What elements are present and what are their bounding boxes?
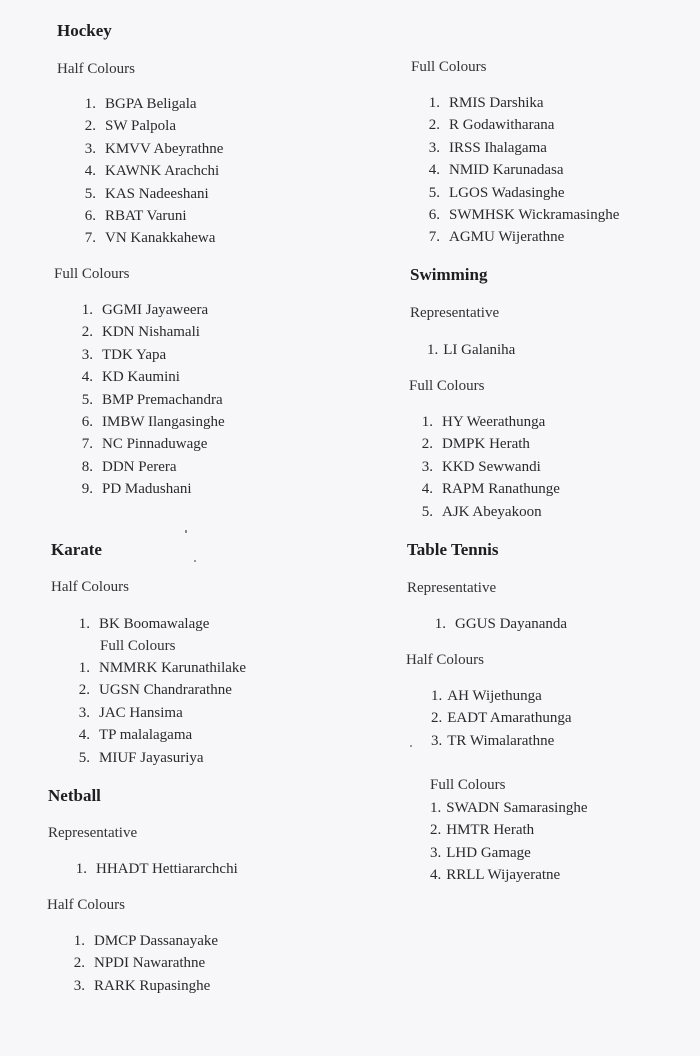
list-item [68,679,246,701]
hockey-full-label: Full Colours [54,266,130,282]
list-item [418,92,619,114]
member-name: MIUF Jayasuriya [99,749,204,766]
list-item [427,339,515,361]
list-item [430,864,587,886]
member-name: IRSS Ihalagama [449,139,547,156]
list-item [74,183,223,205]
list-item [431,707,572,729]
list-number: 2. [73,955,85,972]
list-item [418,114,619,136]
member-name: UGSN Chandrarathne [99,682,232,699]
list-item [68,657,246,679]
list-item [71,456,225,478]
member-name: KMVV Abeyrathne [105,140,224,157]
list-number: 4. [81,369,93,386]
list-item [418,204,619,226]
list-number: 7. [81,436,93,453]
list-item [68,747,246,769]
member-name: NMMRK Karunathilake [99,660,247,676]
netball-half-colours [47,896,125,914]
hockey-half-label: Half Colours [57,61,135,77]
member-name: DDN Perera [102,458,177,475]
list-item [431,685,572,707]
list-number: 1. [430,800,442,816]
list-item [418,137,619,159]
list-number: 9. [81,481,93,498]
list-number: 1. [81,302,93,318]
member-name: AH Wijethunga [447,688,542,704]
list-item [74,205,223,227]
list-item [71,321,225,343]
list-item [68,724,246,746]
karate-heading-block [51,540,102,560]
list-item [411,456,560,478]
member-name: BMP Premachandra [102,391,223,408]
hockey-half-list [74,93,223,250]
scan-speck [410,745,412,747]
member-name: R Godawitharana [449,117,555,134]
list-item [63,975,218,997]
list-item [418,226,619,248]
hockey-full-list [71,299,225,501]
hockey-full-colours [54,265,129,283]
swimming-rep-list [427,339,515,361]
member-name: RMIS Darshika [449,95,544,111]
netball-half-label: Half Colours [47,897,125,913]
member-name: DMCP Dassanayake [94,933,219,949]
netball-rep-list [65,858,238,880]
list-item [424,613,567,635]
list-number: 1. [75,861,87,877]
swimming-title: Swimming [410,265,488,284]
member-name: GGUS Dayananda [455,616,568,632]
swimming-representative [410,304,499,322]
swimming-full-label: Full Colours [409,378,485,394]
list-number: 6. [81,414,93,431]
list-item [431,730,572,752]
karate-half-label: Half Colours [51,579,129,595]
list-number: 5. [84,185,96,202]
table-tennis-half-colours [406,651,484,669]
list-item [63,930,218,952]
list-number: 2. [421,436,433,453]
list-item [418,182,619,204]
member-name: KD Kaumini [102,369,180,386]
list-item [63,952,218,974]
member-name: KDN Nishamali [102,324,200,341]
scan-speck [194,560,196,562]
swimming-full-list [411,411,560,523]
list-number: 4. [84,163,96,180]
list-number: 5. [428,184,440,201]
member-name: RARK Rupasinghe [94,977,211,994]
list-number: 7. [84,230,96,247]
list-item [71,478,225,500]
netball-rep-label: Representative [48,825,138,841]
list-item [65,858,238,880]
list-number: 1. [427,342,439,358]
netball-representative [48,824,137,842]
list-item [418,159,619,181]
member-name: NMID Karunadasa [449,162,564,179]
list-number: 3. [430,844,442,861]
member-name: RAPM Ranathunge [442,481,560,498]
list-item [411,501,560,523]
list-number: 1. [78,660,90,676]
member-name: KAS Nadeeshani [105,185,209,202]
member-name: PD Madushani [102,481,192,498]
table-tennis-full-label: Full Colours [430,777,506,793]
member-name: BGPA Beligala [105,96,197,112]
netball-heading-block [48,786,101,806]
table-tennis-representative [407,579,496,597]
list-item [68,702,246,724]
table-tennis-half-label: Half Colours [406,652,484,668]
member-name: HHADT Hettiararchchi [96,861,238,877]
list-item [411,433,560,455]
member-name: SWMHSK Wickramasinghe [449,207,620,224]
list-item [71,433,225,455]
list-item [74,227,223,249]
table-tennis-title: Table Tennis [407,540,499,559]
list-number: 1. [428,95,440,111]
table-tennis-full-list [430,797,587,887]
hockey-right-full-label: Full Colours [411,59,487,75]
list-number: 2. [428,117,440,134]
list-item [68,613,209,635]
member-name: JAC Hansima [99,704,183,721]
table-tennis-full-colours [430,776,505,794]
list-number: 3. [73,977,85,994]
list-number: 3. [428,139,440,156]
member-name: NPDI Nawarathne [94,955,206,972]
list-number: 5. [421,503,433,520]
netball-half-list [63,930,218,997]
list-number: 8. [81,458,93,475]
list-item [430,819,587,841]
member-name: RBAT Varuni [105,208,187,225]
list-item [71,389,225,411]
hockey-half-colours [57,60,135,78]
netball-title: Netball [48,786,101,805]
list-number: 6. [84,208,96,225]
member-name: GGMI Jayaweera [102,302,209,318]
member-name: KKD Sewwandi [442,458,541,475]
member-name: AJK Abeyakoon [442,503,542,520]
list-item [411,478,560,500]
karate-half-colours [51,578,129,596]
member-name: HMTR Herath [446,822,535,839]
hockey-heading-block [57,21,112,41]
list-number: 5. [81,391,93,408]
member-name: LHD Gamage [446,844,531,861]
karate-full-list [68,657,246,769]
list-number: 1. [421,414,433,430]
member-name: LGOS Wadasinghe [449,184,565,201]
member-name: BK Boomawalage [99,616,210,632]
member-name: SW Palpola [105,118,176,135]
scan-speck [185,530,187,533]
member-name: IMBW Ilangasinghe [102,414,225,431]
list-number: 2. [430,822,442,839]
member-name: RRLL Wijayeratne [446,867,561,884]
member-name: EADT Amarathunga [447,710,572,727]
list-number: 1. [434,616,446,632]
member-name: DMPK Herath [442,436,530,453]
table-tennis-rep-list [424,613,567,635]
list-item [71,411,225,433]
list-number: 1. [78,616,90,632]
list-number: 4. [78,727,90,744]
list-number: 2. [78,682,90,699]
member-name: HY Weerathunga [442,414,546,430]
member-name: VN Kanakkahewa [105,230,216,247]
karate-full-label: Full Colours [100,638,176,654]
list-number: 5. [78,749,90,766]
karate-title: Karate [51,540,102,559]
list-item [74,160,223,182]
list-number: 3. [421,458,433,475]
list-item [71,366,225,388]
member-name: TR Wimalarathne [447,732,555,749]
list-item [71,299,225,321]
swimming-rep-label: Representative [410,305,500,321]
list-item [411,411,560,433]
list-item [74,138,223,160]
karate-full-colours [100,637,175,655]
list-item [430,797,587,819]
swimming-full-colours [409,377,484,395]
hockey-title: Hockey [57,21,112,40]
member-name: TDK Yapa [102,346,167,363]
list-item [430,842,587,864]
member-name: LI Galaniha [443,342,516,358]
list-number: 3. [81,346,93,363]
list-number: 3. [78,704,90,721]
list-number: 4. [428,162,440,179]
table-tennis-heading-block [407,540,499,560]
table-tennis-half-list [431,685,572,752]
hockey-right-full-colours [411,58,486,76]
table-tennis-rep-label: Representative [407,580,497,596]
member-name: KAWNK Arachchi [105,163,220,180]
list-number: 3. [84,140,96,157]
list-item [71,344,225,366]
swimming-heading-block [410,265,487,285]
hockey-right-full-list [418,92,619,249]
list-number: 1. [84,96,96,112]
list-item [74,115,223,137]
list-number: 1. [431,688,443,704]
list-item [74,93,223,115]
list-number: 7. [428,229,440,246]
list-number: 2. [81,324,93,341]
list-number: 4. [430,867,442,884]
list-number: 2. [431,710,443,727]
member-name: NC Pinnaduwage [102,436,208,453]
member-name: SWADN Samarasinghe [446,800,588,816]
list-number: 2. [84,118,96,135]
member-name: TP malalagama [99,727,193,744]
list-number: 4. [421,481,433,498]
list-number: 6. [428,207,440,224]
list-number: 1. [73,933,85,949]
member-name: AGMU Wijerathne [449,229,565,246]
karate-half-list [68,613,209,635]
list-number: 3. [431,732,443,749]
